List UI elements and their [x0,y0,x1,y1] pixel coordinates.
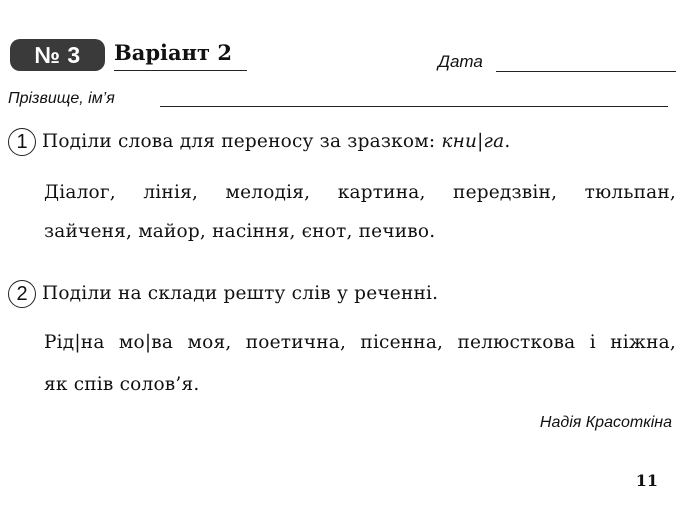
task-2-line-1: Рід|на мо|ва моя, поетична, пісенна, пелюсткова і ніжна, [44,332,676,353]
date-field-line[interactable] [496,71,676,72]
page-number: 11 [635,471,658,490]
task-1-line-1: Діалог, лінія, мелодія, картина, передзвін, тюльпан, [44,182,676,203]
poem-author: Надія Красоткіна [539,414,672,431]
task-1-instruction-end: . [504,131,511,152]
worksheet-header [10,36,670,76]
name-field-line[interactable] [160,106,668,107]
variant-title: Варіант 2 [114,40,232,65]
task-1-example: кни|га [441,131,505,152]
name-label: Прізвище, ім’я [8,90,115,107]
variant-underline [114,70,247,71]
task-number-badge: № 3 [10,39,105,71]
date-label: Дата [438,52,483,71]
task-2-instruction: Поділи на склади решту слів у реченні. [42,283,439,304]
task-1-instruction-text: Поділи слова для переносу за зразком: [42,131,442,152]
task-2-number: 2 [8,280,36,308]
task-2-line-2: як спів солов’я. [44,374,200,395]
task-1-instruction [42,127,510,157]
student-name-row [8,88,670,112]
task-1-number: 1 [8,128,36,156]
task-1-line-2: зайченя, майор, насіння, єнот, печиво. [44,221,436,242]
